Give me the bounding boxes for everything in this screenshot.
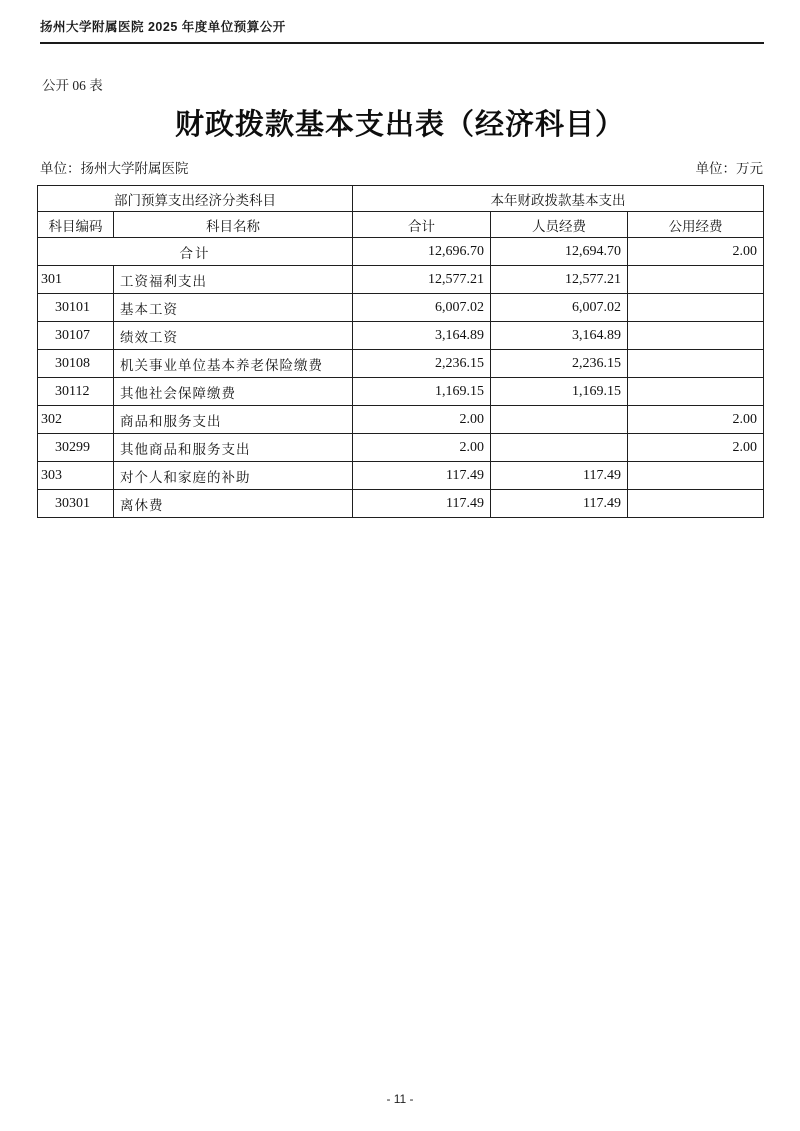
unit-name-label: 单位：扬州大学附属医院 — [40, 161, 189, 176]
code-cell: 303 — [38, 462, 114, 490]
name-cell: 对个人和家庭的补助 — [114, 462, 353, 490]
public-cell: 2.00 — [628, 238, 764, 266]
personnel-cell: 6,007.02 — [491, 294, 628, 322]
name-cell: 绩效工资 — [114, 322, 353, 350]
table-row — [38, 322, 764, 350]
total-cell: 3,164.89 — [353, 322, 491, 350]
table-row — [38, 350, 764, 378]
table-row — [38, 462, 764, 490]
column-header-personnel: 人员经费 — [491, 212, 628, 238]
personnel-cell: 2,236.15 — [491, 350, 628, 378]
total-cell: 117.49 — [353, 490, 491, 518]
personnel-cell: 12,694.70 — [491, 238, 628, 266]
public-cell — [628, 294, 764, 322]
total-row-label: 合计 — [38, 238, 353, 266]
total-cell: 117.49 — [353, 462, 491, 490]
table-row — [38, 294, 764, 322]
table-header — [38, 186, 764, 238]
name-cell: 商品和服务支出 — [114, 406, 353, 434]
name-cell: 机关事业单位基本养老保险缴费 — [114, 350, 353, 378]
column-header-total: 合计 — [353, 212, 491, 238]
column-header-code: 科目编码 — [38, 212, 114, 238]
public-cell — [628, 462, 764, 490]
group-header-row — [38, 186, 764, 212]
column-header-row — [38, 212, 764, 238]
total-cell: 2.00 — [353, 406, 491, 434]
table-row — [38, 378, 764, 406]
personnel-cell: 117.49 — [491, 462, 628, 490]
public-cell — [628, 378, 764, 406]
total-cell: 12,577.21 — [353, 266, 491, 294]
column-header-name: 科目名称 — [114, 212, 353, 238]
code-cell: 30299 — [38, 434, 114, 462]
name-cell: 工资福利支出 — [114, 266, 353, 294]
page-number: - 11 - — [386, 1092, 414, 1106]
document-header-text: 扬州大学附属医院 2025 年度单位预算公开 — [40, 20, 286, 34]
code-cell: 30112 — [38, 378, 114, 406]
budget-table — [37, 185, 764, 518]
code-cell: 30101 — [38, 294, 114, 322]
personnel-cell: 117.49 — [491, 490, 628, 518]
code-cell: 30108 — [38, 350, 114, 378]
name-cell: 基本工资 — [114, 294, 353, 322]
public-cell — [628, 350, 764, 378]
table-row — [38, 490, 764, 518]
total-cell: 2.00 — [353, 434, 491, 462]
code-cell: 302 — [38, 406, 114, 434]
total-cell: 2,236.15 — [353, 350, 491, 378]
personnel-cell — [491, 406, 628, 434]
personnel-cell: 3,164.89 — [491, 322, 628, 350]
document-header — [40, 17, 764, 44]
code-cell: 30301 — [38, 490, 114, 518]
code-cell: 301 — [38, 266, 114, 294]
public-cell — [628, 490, 764, 518]
unit-row — [40, 157, 763, 177]
table-row — [38, 266, 764, 294]
total-cell: 1,169.15 — [353, 378, 491, 406]
public-cell: 2.00 — [628, 434, 764, 462]
form-number-label: 公开 06 表 — [42, 78, 103, 93]
total-cell: 12,696.70 — [353, 238, 491, 266]
public-cell: 2.00 — [628, 406, 764, 434]
name-cell: 其他商品和服务支出 — [114, 434, 353, 462]
table-row — [38, 434, 764, 462]
page-title: 财政拨款基本支出表（经济科目） — [174, 109, 625, 141]
public-cell — [628, 322, 764, 350]
public-cell — [628, 266, 764, 294]
name-cell: 其他社会保障缴费 — [114, 378, 353, 406]
total-cell: 6,007.02 — [353, 294, 491, 322]
column-header-public: 公用经费 — [628, 212, 764, 238]
total-row — [38, 238, 764, 266]
personnel-cell: 1,169.15 — [491, 378, 628, 406]
personnel-cell — [491, 434, 628, 462]
table-body — [38, 238, 764, 518]
code-cell: 30107 — [38, 322, 114, 350]
unit-currency-label: 单位：万元 — [695, 161, 763, 176]
personnel-cell: 12,577.21 — [491, 266, 628, 294]
group-header-classification: 部门预算支出经济分类科目 — [38, 186, 353, 212]
table-row — [38, 406, 764, 434]
name-cell: 离休费 — [114, 490, 353, 518]
group-header-fiscal: 本年财政拨款基本支出 — [353, 186, 764, 212]
